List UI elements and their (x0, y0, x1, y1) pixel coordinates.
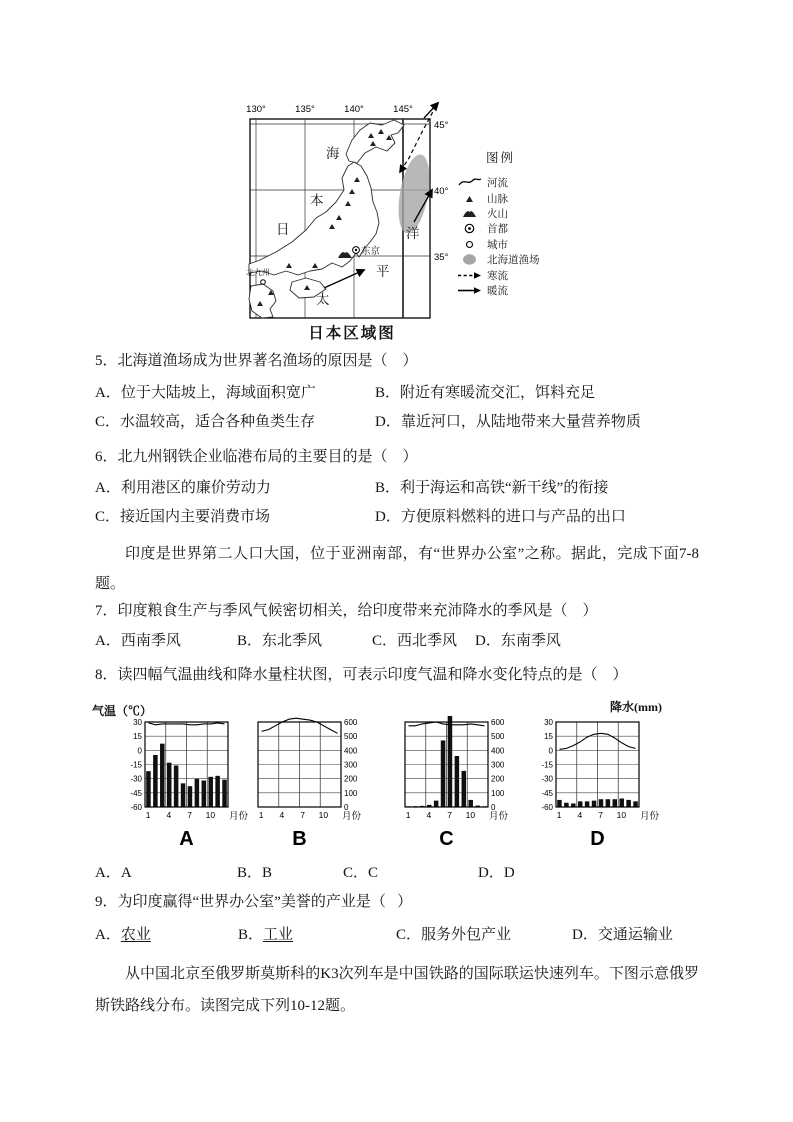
svg-text:-15: -15 (130, 760, 142, 770)
q9-option-b: B．工业 (238, 927, 294, 943)
precip-bar (448, 716, 453, 807)
q6-option-d: D．方便原料燃料的进口与产品的出口 (375, 509, 626, 525)
svg-text:-15: -15 (541, 760, 553, 770)
svg-text:1: 1 (556, 810, 562, 820)
svg-text:10: 10 (205, 810, 216, 820)
svg-text:4: 4 (279, 810, 285, 820)
precip-bar (174, 765, 179, 807)
precip-axis-title: 降水(mm) (610, 700, 662, 714)
svg-text:300: 300 (491, 760, 505, 770)
question-8-stem: 8．读四幅气温曲线和降水量柱状图，可表示印度气温和降水变化特点的是（ ） (95, 667, 628, 683)
svg-text:-45: -45 (541, 788, 553, 798)
legend-item-river: 河流 (456, 175, 592, 190)
svg-text:月份: 月份 (640, 811, 660, 822)
capital-symbol-tokyo-dot (355, 249, 357, 251)
river-icon (456, 176, 483, 189)
svg-text:10: 10 (616, 810, 627, 820)
precip-bar (626, 800, 631, 807)
precip-bar (146, 771, 151, 807)
question-6-stem: 6．北九州钢铁企业临港布局的主要目的是（ ） (95, 449, 418, 465)
chart-letter-C: C (439, 828, 454, 850)
precip-bar (202, 781, 207, 807)
legend-item-cold-current: 寒流 (456, 267, 592, 282)
precip-bar (462, 771, 467, 807)
q9-option-d: D．交通运输业 (572, 927, 673, 943)
lon-label-140: 140° (344, 104, 364, 115)
svg-text:4: 4 (426, 810, 432, 820)
svg-text:30: 30 (544, 718, 553, 727)
svg-text:400: 400 (344, 746, 358, 756)
legend-item-capital: 首都 (456, 221, 592, 236)
warm-current-icon (456, 284, 483, 297)
svg-text:500: 500 (344, 732, 358, 742)
legend-item-city: 城市 (456, 237, 592, 252)
q5-option-a: A．位于大陆坡上，海域面积宽广 (95, 385, 316, 401)
svg-text:600: 600 (491, 718, 505, 727)
legend-item-mountain: 山脉 (456, 190, 592, 205)
q7-option-b: B．东北季风 (237, 633, 323, 649)
precip-bar (195, 779, 200, 807)
chart-letter-D: D (590, 828, 605, 850)
svg-text:200: 200 (491, 774, 505, 784)
svg-text:10: 10 (465, 810, 476, 820)
q5-option-d: D．靠近河口，从陆地带来大量营养物质 (375, 414, 641, 430)
svg-text:0: 0 (491, 803, 496, 812)
q6-option-c: C．接近国内主要消费市场 (95, 509, 271, 525)
precip-bar (153, 755, 158, 807)
legend-item-warm-current: 暖流 (456, 283, 592, 298)
precip-bar (455, 756, 460, 807)
precip-bar (468, 800, 473, 807)
chart-letter-A: A (179, 828, 194, 850)
hokkaido-island (346, 120, 404, 163)
svg-text:海: 海 (326, 146, 340, 161)
precip-bar (599, 799, 604, 807)
precip-bar (613, 799, 618, 807)
svg-text:7: 7 (447, 810, 452, 820)
cold-current-icon (456, 269, 483, 282)
japan-map (246, 90, 458, 335)
q6-option-a: A．利用港区的廉价劳动力 (95, 480, 271, 496)
precip-bar (181, 783, 186, 807)
svg-text:月份: 月份 (342, 811, 362, 822)
precip-bar (208, 777, 213, 807)
precip-bar (592, 801, 597, 807)
svg-text:太: 太 (316, 292, 330, 307)
kyushu-island (249, 284, 276, 318)
intro-paragraph-7-8: 印度是世界第二人口大国，位于亚洲南部，有“世界办公室”之称。据此，完成下面7-8题。 (95, 546, 699, 592)
map-legend (456, 148, 592, 298)
svg-text:500: 500 (491, 732, 505, 742)
svg-text:100: 100 (344, 788, 358, 798)
chart-letter-B: B (292, 828, 307, 850)
lon-label-130: 130° (246, 104, 266, 115)
city-icon (456, 238, 483, 251)
svg-text:300: 300 (344, 760, 358, 770)
q9-option-a: A．农业 (95, 927, 151, 943)
tokyo-label: 东京 (361, 247, 381, 257)
svg-text:1: 1 (258, 810, 264, 820)
map-caption: 日本区域图 (308, 325, 396, 342)
q8-option-c: C．C (343, 865, 379, 881)
honshu-island (249, 162, 379, 275)
svg-text:0: 0 (137, 746, 142, 756)
svg-text:100: 100 (491, 788, 505, 798)
question-7-stem: 7．印度粮食生产与季风气候密切相关，给印度带来充沛降水的季风是（ ） (95, 603, 598, 619)
svg-text:0: 0 (344, 803, 349, 812)
fishing-ground-area (393, 152, 434, 236)
capital-icon (456, 222, 483, 235)
intro-paragraph-10-12: 从中国北京至俄罗斯莫斯科的K3次列车是中国铁路的国际联运快速列车。下图示意俄罗斯铁路线分布。读图完成下列10-12题。 (95, 966, 699, 1014)
svg-text:洋: 洋 (406, 226, 420, 241)
svg-text:7: 7 (300, 810, 305, 820)
lat-label-40: 40° (434, 186, 449, 197)
lon-label-145: 145° (393, 104, 413, 115)
svg-text:月份: 月份 (489, 811, 509, 822)
q6-option-b: B．利于海运和高铁“新干线”的衔接 (375, 480, 609, 496)
svg-text:-30: -30 (130, 774, 142, 784)
svg-text:600: 600 (344, 718, 358, 727)
legend-item-volcano: 火山 (456, 206, 592, 221)
svg-text:-45: -45 (130, 788, 142, 798)
svg-text:400: 400 (491, 746, 505, 756)
q7-option-c: C．西北季风 (372, 633, 458, 649)
precip-bar (557, 800, 562, 807)
q7-option-a: A．西南季风 (95, 633, 181, 649)
svg-text:月份: 月份 (229, 811, 249, 822)
svg-text:-30: -30 (541, 774, 553, 784)
svg-text:30: 30 (133, 718, 142, 727)
temp-axis-title: 气温（℃） (92, 704, 153, 718)
precip-bar (434, 801, 439, 807)
question-9-stem: 9．为印度赢得“世界办公室”美誉的产业是（ ） (95, 894, 413, 910)
precip-bar (222, 780, 227, 807)
precip-bar (619, 799, 624, 808)
legend-item-fishing-ground: 北海道渔场 (456, 252, 592, 267)
fishing-ground-icon (456, 253, 483, 266)
lat-label-35: 35° (434, 252, 449, 263)
svg-text:15: 15 (544, 732, 553, 742)
precip-bar (160, 744, 165, 807)
precip-bar (564, 803, 569, 807)
lon-label-135: 135° (295, 104, 315, 115)
svg-text:日: 日 (276, 222, 290, 237)
svg-text:本: 本 (310, 193, 324, 208)
lat-label-45: 45° (434, 120, 449, 131)
precip-bar (633, 801, 638, 807)
legend-title: 图例 (486, 151, 516, 165)
precip-bar (188, 786, 193, 807)
climate-charts (0, 697, 793, 857)
q8-option-d: D．D (478, 865, 515, 881)
volcano-icon (456, 207, 483, 220)
precip-bar (606, 799, 611, 807)
svg-text:4: 4 (166, 810, 172, 820)
precip-bar (167, 763, 172, 807)
precip-bar (578, 801, 583, 807)
precip-bar (585, 801, 590, 807)
svg-text:-60: -60 (541, 803, 553, 812)
svg-text:4: 4 (577, 810, 583, 820)
svg-text:10: 10 (318, 810, 329, 820)
q7-option-d: D．东南季风 (475, 633, 561, 649)
q9-option-c: C．服务外包产业 (396, 927, 512, 943)
precip-bar (441, 740, 446, 807)
kitakyushu-label: 北九州 (246, 268, 270, 277)
svg-text:7: 7 (187, 810, 192, 820)
q8-option-b: B．B (237, 865, 273, 881)
svg-text:0: 0 (548, 746, 553, 756)
svg-text:-60: -60 (130, 803, 142, 812)
svg-text:7: 7 (598, 810, 603, 820)
precip-bar (215, 776, 220, 807)
q8-option-a: A．A (95, 865, 132, 881)
svg-text:1: 1 (145, 810, 151, 820)
svg-text:1: 1 (405, 810, 411, 820)
svg-text:15: 15 (133, 732, 142, 742)
city-symbol-kitakyushu (261, 280, 266, 285)
question-5-stem: 5．北海道渔场成为世界著名渔场的原因是（ ） (95, 353, 418, 369)
mountain-icon (456, 192, 483, 205)
q5-option-c: C．水温较高，适合各种鱼类生存 (95, 414, 316, 430)
svg-text:平: 平 (376, 264, 390, 279)
svg-text:200: 200 (344, 774, 358, 784)
q5-option-b: B．附近有寒暖流交汇，饵料充足 (375, 385, 596, 401)
